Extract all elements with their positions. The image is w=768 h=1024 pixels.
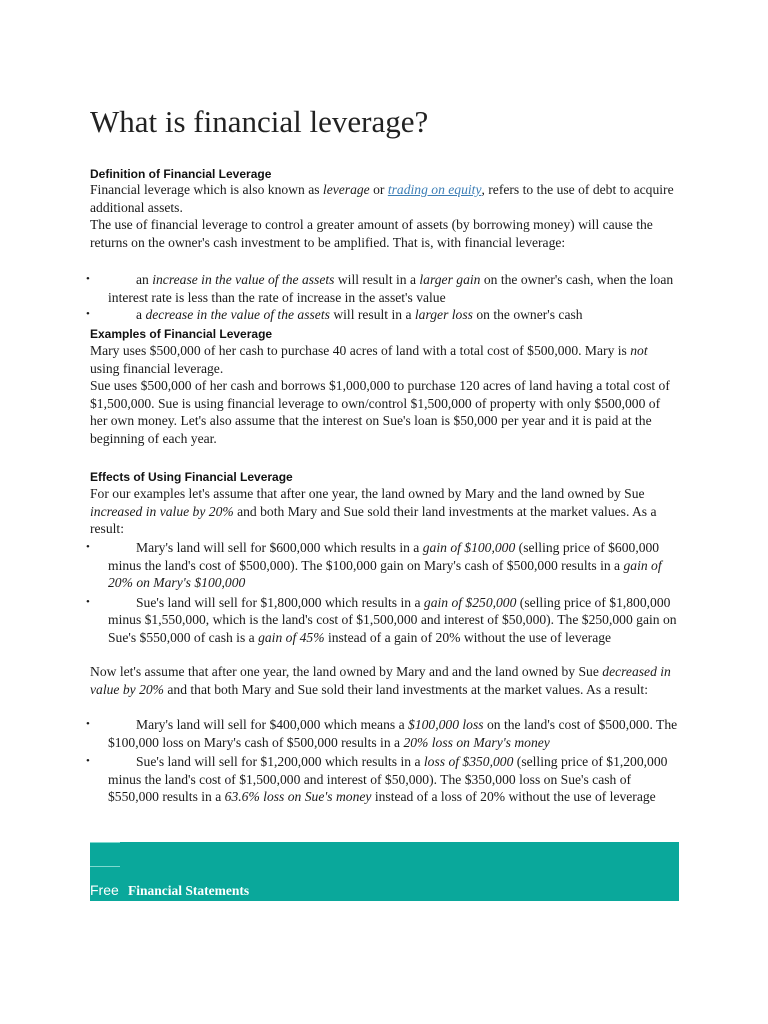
examples-paragraph-1: Mary uses $500,000 of her cash to purchase 40 acres of land with a total cost of $500,000. Mary is not using financial leverage. <box>90 343 648 376</box>
list-item: • Sue's land will sell for $1,800,000 which results in a gain of $250,000 (selling price of $1,800,000 minus $1,550,000, which is the land's cost of $1,500,000 and interest of $50,000). The $250,000 gain on Sue's $550,000 of cash is a gain of 45% instead of a gain of 20% without the use of leverage <box>86 594 677 645</box>
effects-heading: Effects of Using Financial Leverage <box>90 470 293 484</box>
free-financial-statements-banner[interactable] <box>90 842 679 901</box>
examples-paragraph-2: Sue uses $500,000 of her cash and borrows $1,000,000 to purchase 120 acres of land having a total cost of $1,500,000. Sue is using financial leverage to own/control $1,500,000 of property with only $500,000 of her own money. Let's also assume that the interest on Sue's loan is $50,000 per year and it is paid at the beginning of each year. <box>90 378 670 446</box>
banner-free-label: Free <box>90 882 119 898</box>
definition-paragraph-1: Financial leverage which is also known as leverage or trading on equity, refers to the use of debt to acquire additional assets. <box>90 182 674 215</box>
list-item: • Mary's land will sell for $400,000 which means a $100,000 loss on the land's cost of $500,000. The $100,000 loss on Mary's cash of $500,000 results in a 20% loss on Mary's money <box>86 717 678 750</box>
bullet-icon: • <box>86 595 90 608</box>
banner-divider <box>90 842 120 843</box>
bullet-icon: • <box>86 308 90 320</box>
definition-bullets <box>86 271 680 324</box>
effects-gain-bullets <box>86 539 680 646</box>
effects-paragraph-1: For our examples let's assume that after one year, the land owned by Mary and the land owned by Sue increased in value by 20% and both Mary and Sue sold their land investments at the market values. As a result: <box>90 486 657 536</box>
bullet-icon: • <box>86 755 90 767</box>
banner-financial-statements-link[interactable]: Financial Statements <box>128 883 250 898</box>
banner-divider <box>90 866 120 867</box>
list-item: • a decrease in the value of the assets will result in a larger loss on the owner's cash <box>86 307 583 322</box>
effects-paragraph-2: Now let's assume that after one year, the land owned by Mary and and the land owned by Sue decreased in value by 20% and that both Mary and Sue sold their land investments at the market values. As a result: <box>90 664 671 697</box>
page-title: What is financial leverage? <box>90 104 429 139</box>
trading-on-equity-link[interactable]: trading on equity <box>387 182 482 197</box>
list-item: • Sue's land will sell for $1,200,000 which results in a loss of $350,000 (selling price of $1,200,000 minus the land's cost of $1,500,000 and interest of $50,000). The $350,000 loss on Sue's cash of $550,000 results in a 63.6% loss on Sue's money instead of a loss of 20% without the use of leverage <box>86 754 668 804</box>
bullet-icon: • <box>86 718 90 730</box>
list-item: • an increase in the value of the assets will result in a larger gain on the owner's cash, when the loan interest rate is less than the rate of increase in the asset's value <box>86 272 674 305</box>
definition-paragraph-2: The use of financial leverage to control a greater amount of assets (by borrowing money) will cause the returns on the owner's cash investment to be amplified. That is, with financial leverage: <box>90 217 653 250</box>
examples-heading: Examples of Financial Leverage <box>90 327 273 341</box>
definition-heading: Definition of Financial Leverage <box>90 167 272 181</box>
effects-loss-bullets <box>86 716 680 806</box>
bullet-icon: • <box>86 273 90 285</box>
list-item: • Mary's land will sell for $600,000 which results in a gain of $100,000 (selling price of $600,000 minus the land's cost of $500,000). The $100,000 gain on Mary's cash of $500,000 results in a gain of 20% on Mary's $100,000 <box>86 540 662 590</box>
bullet-icon: • <box>86 541 90 553</box>
